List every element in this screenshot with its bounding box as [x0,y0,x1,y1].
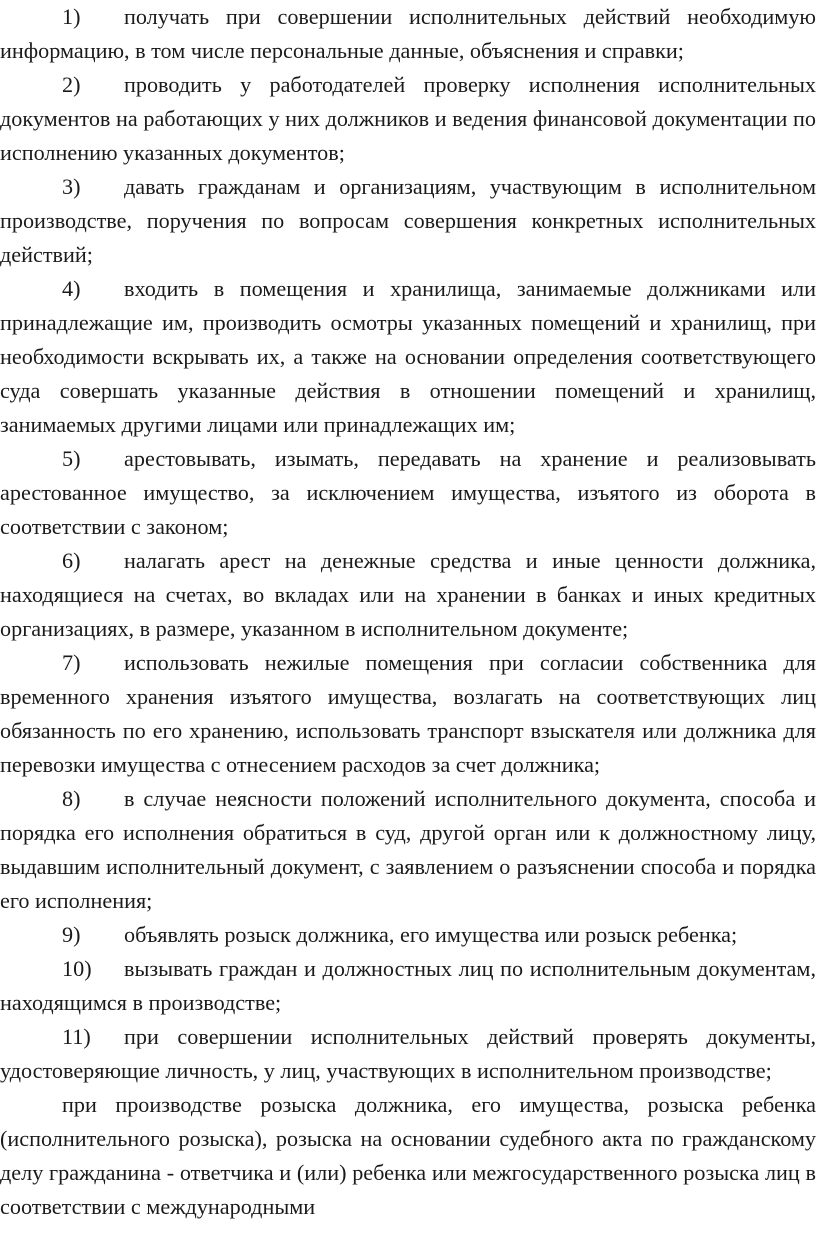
item-text: давать гражданам и организациям, участвующим в исполнительном производстве, поручения по вопросам совершения конкретных исполнительных действий; [0,174,816,267]
item-number: 5) [62,446,81,471]
list-item-3 [0,170,816,272]
closing-paragraph: при производстве розыска должника, его имущества, розыска ребенка (исполнительного розыска), розыска на основании судебного акта по гражданскому делу гражданина - ответчика и (или) ребенка или межгосударственного розыска лиц в соответствии с международными [0,1092,816,1219]
list-item-8 [0,782,816,918]
item-number: 8) [62,786,81,811]
item-text: объявлять розыск должника, его имущества или розыск ребенка; [124,922,738,947]
item-text: вызывать граждан и должностных лиц по исполнительным документам, находящимся в производстве; [0,956,816,1015]
item-number: 11) [62,1024,91,1049]
item-number: 4) [62,276,81,301]
item-number: 7) [62,650,81,675]
item-number: 9) [62,922,81,947]
item-text: использовать нежилые помещения при согласии собственника для временного хранения изъятого имущества, возлагать на соответствующих лиц обязанность по его хранению, использовать транспорт взыскателя или должника для перевозки имущества с отнесением расходов за счет должника; [0,650,816,777]
list-item-9 [0,918,816,952]
item-number: 2) [62,72,81,97]
item-text: проводить у работодателей проверку исполнения исполнительных документов на работающих у них должников и ведения финансовой документации по исполнению указанных документов; [0,72,816,165]
list-item-1 [0,0,816,68]
item-text: получать при совершении исполнительных действий необходимую информацию, в том числе персональные данные, объяснения и справки; [0,4,816,63]
item-number: 1) [62,4,81,29]
item-number: 10) [62,956,92,981]
list-item-11 [0,1020,816,1088]
list-item-6 [0,544,816,646]
item-number: 6) [62,548,81,573]
list-item-7 [0,646,816,782]
item-text: входить в помещения и хранилища, занимаемые должниками или принадлежащие им, производить осмотры указанных помещений и хранилищ, при необходимости вскрывать их, а также на основании определения соответствующего суда совершать указанные действия в отношении помещений и хранилищ, занимаемых другими лицами или принадлежащих им; [0,276,816,437]
list-item-5 [0,442,816,544]
list-item-10 [0,952,816,1020]
list-item-4 [0,272,816,442]
item-text: при совершении исполнительных действий проверять документы, удостоверяющие личность, у лиц, участвующих в исполнительном производстве; [0,1024,816,1083]
item-text: налагать арест на денежные средства и иные ценности должника, находящиеся на счетах, во вкладах или на хранении в банках и иных кредитных организациях, в размере, указанном в исполнительном документе; [0,548,816,641]
item-number: 3) [62,174,81,199]
item-text: арестовывать, изымать, передавать на хранение и реализовывать арестованное имущество, за исключением имущества, изъятого из оборота в соответствии с законом; [0,446,816,539]
item-text: в случае неясности положений исполнительного документа, способа и порядка его исполнения обратиться в суд, другой орган или к должностному лицу, выдавшим исполнительный документ, с заявлением о разъяснении способа и порядка его исполнения; [0,786,816,913]
list-item-2 [0,68,816,170]
